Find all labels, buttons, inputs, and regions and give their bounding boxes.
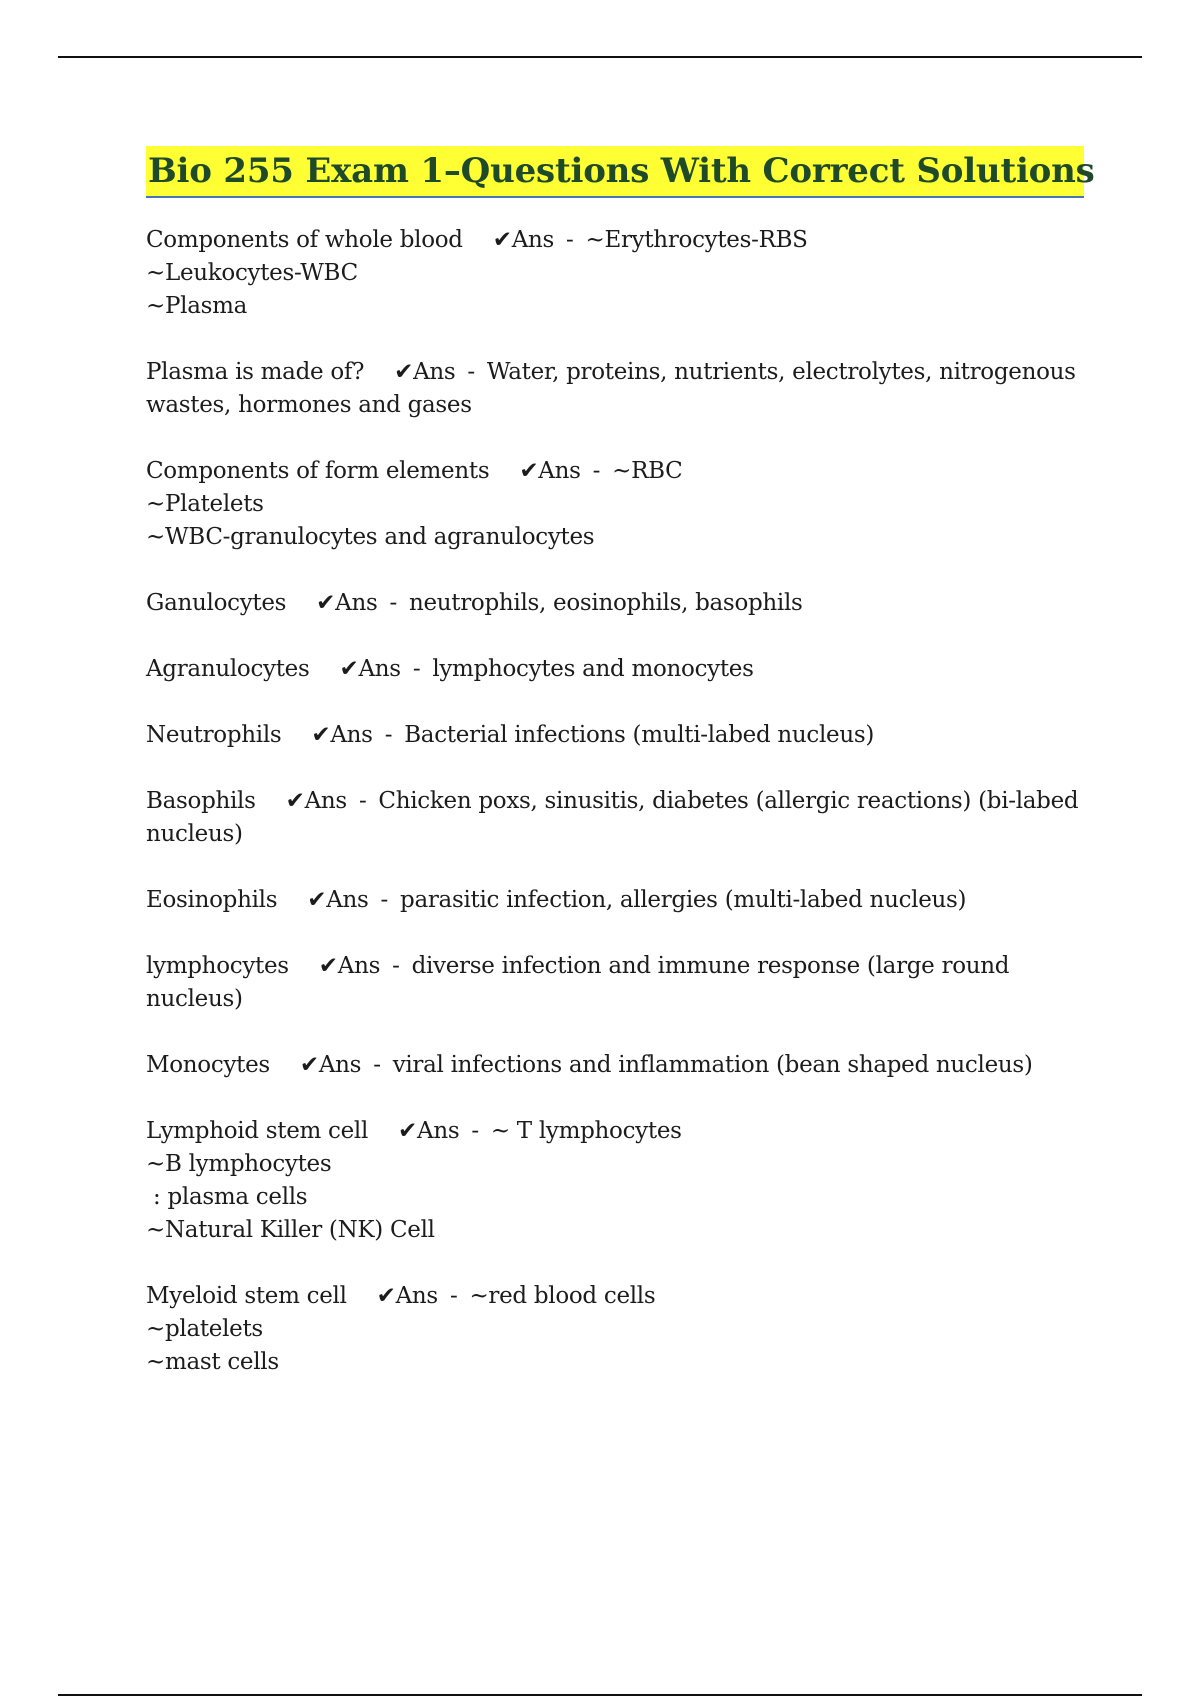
qa-item <box>146 653 1088 686</box>
qa-first-line <box>146 653 1088 686</box>
answer-text: neutrophils, eosinophils, basophils <box>408 590 803 616</box>
answer-text: Bacterial infections (multi-labed nucleus) <box>404 722 875 748</box>
qa-item <box>146 785 1088 851</box>
answer-separator: - <box>471 1118 479 1144</box>
answer-separator: - <box>467 359 475 385</box>
answer-separator: - <box>592 458 601 484</box>
answer-text: Water, proteins, nutrients, electrolytes, nitrogenous wastes, hormones and gases <box>146 359 1083 418</box>
qa-item <box>146 1049 1088 1082</box>
answer-marker: ✔Ans <box>316 590 378 616</box>
question-text: Myeloid stem cell <box>146 1283 347 1309</box>
answer-text: ~red blood cells <box>469 1283 656 1309</box>
question-text: Eosinophils <box>146 887 278 913</box>
qa-item <box>146 1280 1088 1379</box>
question-text: lymphocytes <box>146 953 289 979</box>
answer-separator: - <box>566 227 574 253</box>
qa-first-line <box>146 1049 1088 1082</box>
answer-text: Chicken poxs, sinusitis, diabetes (allergic reactions) (bi-labed nucleus) <box>146 788 1086 847</box>
answer-text: ~Erythrocytes-RBS <box>585 227 808 253</box>
answer-separator: - <box>358 788 367 814</box>
question-text: Components of whole blood <box>146 227 463 253</box>
bottom-rule <box>58 1694 1142 1696</box>
answer-marker: ✔Ans <box>398 1118 460 1144</box>
qa-item <box>146 455 1088 554</box>
qa-first-line <box>146 224 1088 257</box>
question-text: Components of form elements <box>146 458 490 484</box>
answer-text: diverse infection and immune response (large round nucleus) <box>146 953 1017 1012</box>
answer-marker: ✔Ans <box>519 458 581 484</box>
question-text: Basophils <box>146 788 256 814</box>
answer-text: viral infections and inflammation (bean shaped nucleus) <box>392 1052 1033 1078</box>
answer-continuation: ~Plasma <box>146 293 248 319</box>
qa-item <box>146 1115 1088 1247</box>
question-text: Neutrophils <box>146 722 282 748</box>
answer-continuation: ~B lymphocytes <box>146 1151 332 1177</box>
qa-first-line <box>146 950 1088 1016</box>
answer-marker: ✔Ans <box>311 722 373 748</box>
qa-first-line <box>146 587 1088 620</box>
question-text: Ganulocytes <box>146 590 287 616</box>
answer-marker: ✔Ans <box>307 887 369 913</box>
question-text: Monocytes <box>146 1052 270 1078</box>
answer-continuation: ~Natural Killer (NK) Cell <box>146 1217 435 1243</box>
qa-first-line <box>146 719 1088 752</box>
qa-list <box>146 224 1088 1379</box>
question-text: Lymphoid stem cell <box>146 1118 369 1144</box>
qa-first-line <box>146 785 1088 851</box>
answer-text: ~RBC <box>612 458 683 484</box>
qa-item <box>146 587 1088 620</box>
answer-marker: ✔Ans <box>285 788 347 814</box>
qa-item <box>146 356 1088 422</box>
answer-separator: - <box>392 953 400 979</box>
answer-continuation: ~Leukocytes-WBC <box>146 260 358 286</box>
answer-text: lymphocytes and monocytes <box>432 656 754 682</box>
answer-separator: - <box>389 590 397 616</box>
title-highlight <box>146 146 1095 198</box>
document-body <box>146 146 1095 1412</box>
answer-text: ~ T lymphocytes <box>490 1118 682 1144</box>
question-text: Plasma is made of? <box>146 359 365 385</box>
page-title: Bio 255 Exam 1–Questions With Correct Solutions <box>148 151 1095 191</box>
answer-continuation: ~platelets <box>146 1316 263 1342</box>
qa-item <box>146 224 1088 323</box>
qa-first-line <box>146 1115 1088 1148</box>
answer-separator: - <box>384 722 393 748</box>
question-text: Agranulocytes <box>146 656 310 682</box>
qa-first-line <box>146 884 1088 917</box>
answer-separator: - <box>380 887 389 913</box>
qa-first-line <box>146 455 1088 488</box>
qa-item <box>146 950 1088 1016</box>
answer-continuation: : plasma cells <box>146 1184 308 1210</box>
answer-marker: ✔Ans <box>492 227 555 253</box>
qa-first-line <box>146 1280 1088 1313</box>
answer-marker: ✔Ans <box>318 953 381 979</box>
answer-separator: - <box>449 1283 458 1309</box>
qa-first-line <box>146 356 1088 422</box>
answer-marker: ✔Ans <box>394 359 456 385</box>
answer-marker: ✔Ans <box>299 1052 362 1078</box>
answer-continuation: ~WBC-granulocytes and agranulocytes <box>146 524 595 550</box>
answer-marker: ✔Ans <box>339 656 401 682</box>
answer-continuation: ~mast cells <box>146 1349 279 1375</box>
answer-marker: ✔Ans <box>376 1283 438 1309</box>
top-rule <box>58 56 1142 58</box>
answer-separator: - <box>373 1052 381 1078</box>
answer-text: parasitic infection, allergies (multi-labed nucleus) <box>400 887 967 913</box>
answer-separator: - <box>412 656 421 682</box>
qa-item <box>146 884 1088 917</box>
qa-item <box>146 719 1088 752</box>
answer-continuation: ~Platelets <box>146 491 264 517</box>
